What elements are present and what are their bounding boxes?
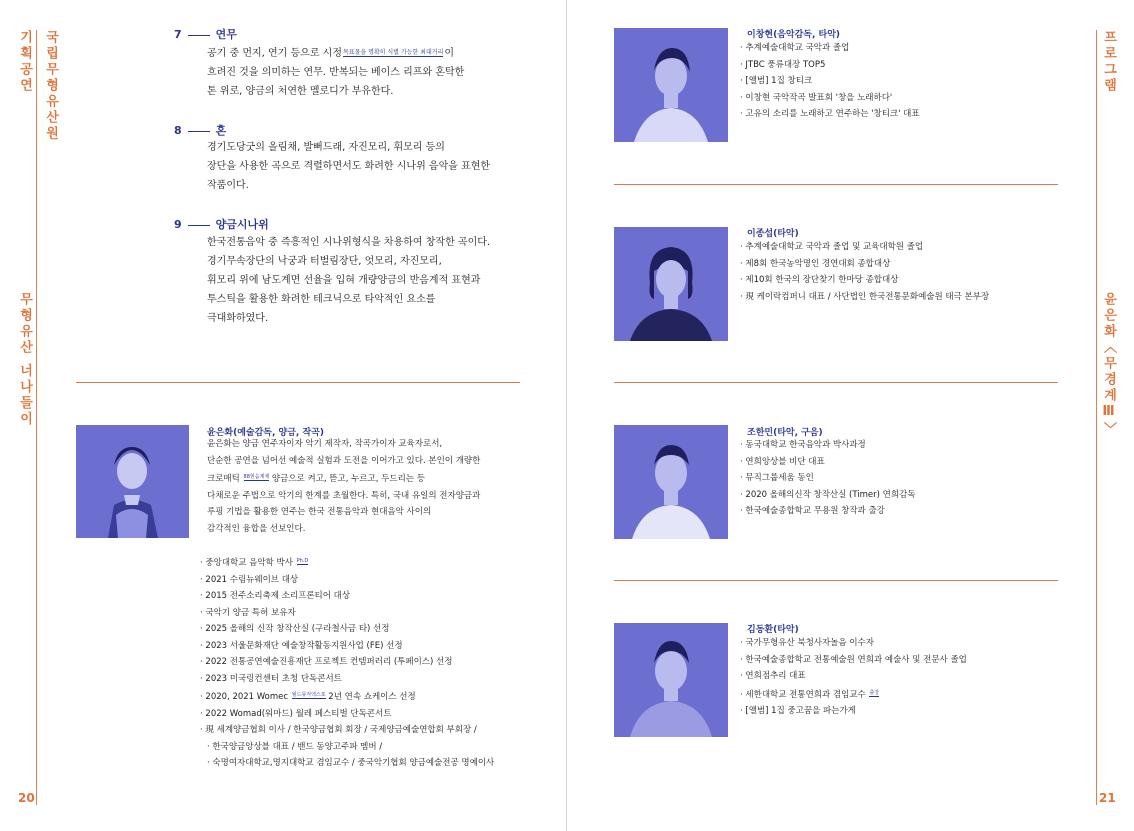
item-line: 톤 위로, 양금의 처연한 멜로디가 부유한다. (207, 86, 394, 97)
footnote-highlight: 목표물을 명확히 식별 가능한 최대거리 (343, 49, 444, 56)
performer-photo-lee-jongseop (614, 227, 728, 341)
item-line: 경기무속장단의 낙궁과 터벌림장단, 엇모리, 자진모리, (207, 256, 442, 267)
item-line: 휘모리 위에 남도계면 선율을 입혀 개량양금의 반음계적 표현과 (207, 275, 481, 286)
performer-career (740, 437, 1080, 520)
career-item: · 이창현 국악작곡 발표회 '창을 노래하다' (740, 90, 1080, 107)
career-item: · 국악기 양금 특허 보유자 (200, 605, 530, 622)
left-margin-rule (36, 30, 37, 805)
page-number: 20 (18, 791, 35, 805)
side-label-org: 국립무형유산원 (43, 30, 58, 142)
performer-career-yoon (200, 553, 530, 772)
career-item: · 2020, 2021 Womec $^{월드뮤직엑스포}$ 2년 연속 쇼케이스 선정 (200, 687, 530, 706)
performer-career (740, 239, 1080, 305)
right-page (567, 0, 1134, 831)
footnote-tag: Ph.D (296, 558, 309, 564)
text: 공기 중 먼지, 연기 등으로 시정 (207, 48, 342, 59)
item-number: 7 (174, 28, 182, 41)
career-item: · 세한대학교 전통연희과 겸임교수 $^{출강}$ (740, 685, 1080, 704)
bio-line: 크로매틱 $^{88현음계제}$ 양금으로 켜고, 뜯고, 누르고, 두드리는 등 (207, 474, 425, 484)
career-item: · 동국대학교 한국음악과 박사과정 (740, 437, 1080, 454)
dash-line (188, 35, 210, 36)
performer-photo-lee-changhyun (614, 28, 728, 142)
side-label-top: 기획공연 (17, 30, 32, 94)
career-item: · 한국예술종합학교 무용원 창작과 출강 (740, 503, 1080, 520)
item-line: 경기도당굿의 올림채, 발뻐드래, 자진모리, 휘모리 등의 (207, 142, 445, 153)
item-title-text: 양금시나위 (215, 218, 269, 231)
performer-photo-kim-donghwan (614, 623, 728, 737)
portrait-image (614, 623, 728, 737)
career-item: · 연희점추리 대표 (740, 668, 1080, 685)
career-item: · 국가무형유산 북청사자놀음 이수자 (740, 635, 1080, 652)
footnote-tag: 88현음계제 (243, 474, 270, 480)
career-item: · 고유의 소리를 노래하고 연주하는 '창티크' 대표 (740, 106, 1080, 123)
career-item: · 2020 올해의신작 창작산실 (Timer) 연희감독 (740, 487, 1080, 504)
item-number: 9 (174, 218, 182, 231)
footnote-tag: 출강 (869, 689, 880, 696)
career-item-continued (200, 755, 530, 772)
side-label-series: 무형유산 너나들이 (17, 292, 32, 428)
performer-name: 조한민(타악, 구음) (747, 428, 823, 438)
performer-photo-yoon (76, 425, 189, 538)
item-title-text: 혼 (215, 124, 227, 137)
career-item: · [앨범] 1집 창티크 (740, 73, 1080, 90)
performer-name: 김동환(타악) (747, 625, 799, 635)
career-item: · 2022 전통공연예술진흥재단 프로젝트 컨템퍼러리 (투페이스) 선정 (200, 654, 530, 671)
text: 한국양금앙상블 대표 / 밴드 동양고주파 멤버 / (212, 741, 383, 752)
item-line: 작품이다. (207, 180, 249, 191)
performer-career (740, 40, 1080, 123)
portrait-image (614, 425, 728, 539)
dash-line (188, 225, 210, 226)
text: 숙명여자대학교,명지대학교 겸임교수 / 중국악기협회 양금예술전공 명예이사 (212, 758, 495, 768)
section-divider (614, 580, 1058, 581)
portrait-image (614, 227, 728, 341)
program-item-8-body (207, 138, 522, 195)
performer-name: 이종섭(타악) (747, 229, 799, 239)
right-margin-rule (1096, 30, 1097, 805)
career-item: · 現 세계양금협회 이사 / 한국양금협회 회장 / 국제양금예술연합회 부회장 / (200, 722, 530, 739)
career-item: · 추계예술대학교 국악과 졸업 (740, 40, 1080, 57)
side-label-program: 프로그램 (1101, 30, 1116, 94)
bio-line: 루핑 기법을 활용한 연주는 한국 전통음악과 현대음악 사이의 (207, 507, 432, 517)
career-item: · 2025 올해의 신작 창작산실 (구라철사금 타) 선정 (200, 621, 530, 638)
text: 이 (444, 48, 455, 59)
bio-line: 감각적인 융합을 선보인다. (207, 523, 306, 534)
career-item: · 2022 Womad(워마드) 월레 페스티벌 단독콘서트 (200, 706, 530, 723)
program-item-9-body (207, 233, 522, 328)
career-item: · 연희앙상블 비단 대표 (740, 454, 1080, 471)
bio-line: 단순한 공연을 넘어선 예술적 실험과 도전을 이어가고 있다. 본인이 개량한 (207, 455, 481, 466)
performer-name: 이창현(음악감독, 타악) (747, 30, 841, 40)
program-item-7-body (207, 43, 512, 101)
side-label-title: 윤은화〈무경계Ⅲ〉 (1101, 292, 1116, 438)
section-divider (614, 382, 1058, 383)
performer-bio-yoon (207, 436, 517, 537)
program-item-9-title (174, 216, 269, 232)
career-item: · 2015 전주소리축제 소리프론티어 대상 (200, 588, 530, 605)
career-item: · 뮤직그룹세움 동인 (740, 470, 1080, 487)
performer-photo-cho-hanmin (614, 425, 728, 539)
program-item-7-title (174, 26, 237, 42)
item-title-text: 연무 (215, 28, 237, 41)
career-item: · 추계예술대학교 국악과 졸업 및 교육대학원 졸업 (740, 239, 1080, 256)
program-item-8-title (174, 122, 226, 138)
section-divider (76, 382, 520, 383)
footnote-tag: 월드뮤직엑스포 (291, 692, 326, 698)
portrait-image (614, 28, 728, 142)
career-item: · 한국예술종합학교 전통예술원 연희과 예술사 및 전문사 졸업 (740, 652, 1080, 669)
dash-line (188, 131, 210, 132)
career-item: · JTBC 풍류대장 TOP5 (740, 57, 1080, 74)
performer-name-yoon: 윤은화(예술감독, 양금, 작곡) (207, 428, 324, 438)
left-page (0, 0, 566, 831)
portrait-image (76, 425, 189, 538)
career-item-continued (200, 739, 530, 756)
item-line: 장단을 사용한 곡으로 격렬하면서도 화려한 시나위 음악을 표현한 (207, 161, 491, 172)
item-number: 8 (174, 124, 182, 137)
career-item: · 現 케이락컴퍼니 대표 / 사단법인 한국전통문화예술원 태극 본부장 (740, 289, 1080, 306)
item-line: 흐려진 것을 의미하는 연무. 반복되는 베이스 리프와 혼탁한 (207, 67, 465, 78)
item-line: 투스틱을 활용한 화려한 테크닉으로 타악적인 요소를 (207, 294, 436, 305)
career-item: · 2023 서울문화재단 예술창작활동지원사업 (FE) 선정 (200, 638, 530, 655)
career-item: · 2021 수림뉴웨이브 대상 (200, 572, 530, 589)
item-line: 한국전통음악 중 즉흥적인 시나위형식을 차용하여 창작한 곡이다. (207, 237, 491, 248)
career-item: · 2023 미국링컨센터 초청 단독콘서트 (200, 671, 530, 688)
item-line (207, 43, 512, 63)
career-item: · [앨범] 1집 중고꿈을 파는가게 (740, 703, 1080, 720)
bio-line: 다채로운 주법으로 악기의 한계를 초월한다. 특히, 국내 유일의 전자양금과 (207, 490, 481, 501)
item-line: 극대화하였다. (207, 313, 269, 324)
bio-line: 윤은화는 양금 연주자이자 악기 제작자, 작곡가이자 교육자로서, (207, 439, 443, 449)
career-item: · 제10회 한국의 장단찾기 한마당 종합대상 (740, 272, 1080, 289)
page-number: 21 (1099, 791, 1116, 805)
performer-career (740, 635, 1080, 720)
career-item: · 중앙대학교 음악학 박사 $^{Ph.D}$ (200, 553, 530, 572)
career-item: · 제8회 한국농악명인 경연대회 종합대상 (740, 256, 1080, 273)
section-divider (614, 184, 1058, 185)
